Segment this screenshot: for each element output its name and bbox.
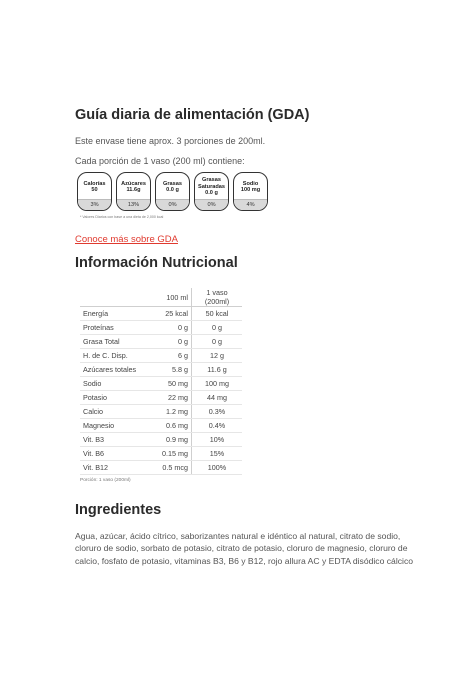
table-cell: Azúcares totales (80, 363, 148, 377)
table-cell: 5.8 g (148, 363, 192, 377)
gda-badge-pct: 4% (234, 199, 267, 210)
table-cell: Vit. B3 (80, 433, 148, 447)
servings-text: Este envase tiene aprox. 3 porciones de 200ml. (75, 136, 266, 146)
gda-badge-sodium (233, 172, 268, 211)
table-cell: 0.9 mg (148, 433, 192, 447)
gda-badge-name: Grasas (163, 180, 182, 187)
gda-footnote: * Valores Diarios con base a una dieta de 2,000 kcal (80, 215, 164, 219)
table-cell: 10% (192, 433, 243, 447)
table-cell: H. de C. Disp. (80, 349, 148, 363)
table-row (80, 391, 242, 405)
header-cell (80, 288, 148, 307)
table-row (80, 447, 242, 461)
table-cell: Proteínas (80, 321, 148, 335)
nutrition-table (80, 288, 242, 475)
table-cell: 0.4% (192, 419, 243, 433)
table-cell: 0.6 mg (148, 419, 192, 433)
ingredients-title: Ingredientes (75, 502, 162, 518)
gda-badge-amount: 50 (91, 187, 98, 193)
gda-badge-fats (155, 172, 190, 211)
table-cell: 1.2 mg (148, 405, 192, 419)
table-cell: 0.3% (192, 405, 243, 419)
gda-badge-amount: 0.0 g (205, 190, 218, 197)
table-cell: Calcio (80, 405, 148, 419)
table-cell: 22 mg (148, 391, 192, 405)
table-cell: 0.15 mg (148, 447, 192, 461)
gda-badge-amount: 0.0 g (166, 187, 179, 193)
table-row (80, 363, 242, 377)
table-cell: Vit. B12 (80, 461, 148, 475)
table-cell: 100% (192, 461, 243, 475)
table-cell: Energía (80, 307, 148, 321)
gda-badge-name: Azúcares (121, 180, 146, 187)
table-cell: 12 g (192, 349, 243, 363)
table-row (80, 433, 242, 447)
table-cell: 0 g (192, 335, 243, 349)
header-cell: 1 vaso (200ml) (192, 288, 243, 307)
table-row (80, 461, 242, 475)
table-row (80, 405, 242, 419)
table-row (80, 349, 242, 363)
table-cell: 44 mg (192, 391, 243, 405)
table-row (80, 307, 242, 321)
table-header-row (80, 288, 242, 307)
table-row (80, 321, 242, 335)
table-cell: 50 mg (148, 377, 192, 391)
table-cell: 0 g (148, 335, 192, 349)
gda-badge-pct: 0% (195, 199, 228, 210)
header-cell: 100 ml (148, 288, 192, 307)
gda-title: Guía diaria de alimentación (GDA) (75, 107, 310, 123)
gda-badge-amount: 11.6g (126, 187, 141, 193)
table-cell: 0 g (192, 321, 243, 335)
table-cell: Magnesio (80, 419, 148, 433)
table-row (80, 419, 242, 433)
table-cell: Sodio (80, 377, 148, 391)
table-cell: 15% (192, 447, 243, 461)
gda-badge-name: Grasas Saturadas (197, 177, 226, 190)
gda-badges (77, 172, 268, 211)
gda-more-link[interactable]: Conoce más sobre GDA (75, 234, 178, 245)
table-cell: 25 kcal (148, 307, 192, 321)
gda-badge-saturated-fats (194, 172, 229, 211)
ingredients-text: Agua, azúcar, ácido cítrico, saborizantes natural e idéntico al natural, citrato de sodio, cloruro de sodio, sorbato de potasio, citrato de potasio, cloruro de magnesio, cloruro de calcio, fosfato de potasio, vitaminas B3, B6 y B12, rojo allura AC y EDTA disódico cálcico (75, 531, 414, 566)
table-cell: 11.6 g (192, 363, 243, 377)
gda-badge-pct: 3% (78, 199, 111, 210)
gda-badge-sugars (116, 172, 151, 211)
table-cell: 6 g (148, 349, 192, 363)
gda-badge-name: Calorías (83, 180, 106, 187)
table-cell: Vit. B6 (80, 447, 148, 461)
table-cell: 50 kcal (192, 307, 243, 321)
table-cell: 100 mg (192, 377, 243, 391)
table-row (80, 377, 242, 391)
portion-note: Porción: 1 vaso (200ml) (80, 478, 131, 483)
gda-badge-pct: 0% (156, 199, 189, 210)
table-row (80, 335, 242, 349)
table-cell: Potasio (80, 391, 148, 405)
table-cell: 0.5 mcg (148, 461, 192, 475)
gda-badge-calories (77, 172, 112, 211)
nutrition-title: Información Nutricional (75, 255, 238, 271)
gda-badge-pct: 13% (117, 199, 150, 210)
gda-badge-name: Sodio (242, 180, 259, 187)
table-cell: 0 g (148, 321, 192, 335)
table-cell: Grasa Total (80, 335, 148, 349)
gda-badge-amount: 100 mg (240, 187, 261, 193)
per-serving-text: Cada porción de 1 vaso (200 ml) contiene: (75, 156, 245, 166)
